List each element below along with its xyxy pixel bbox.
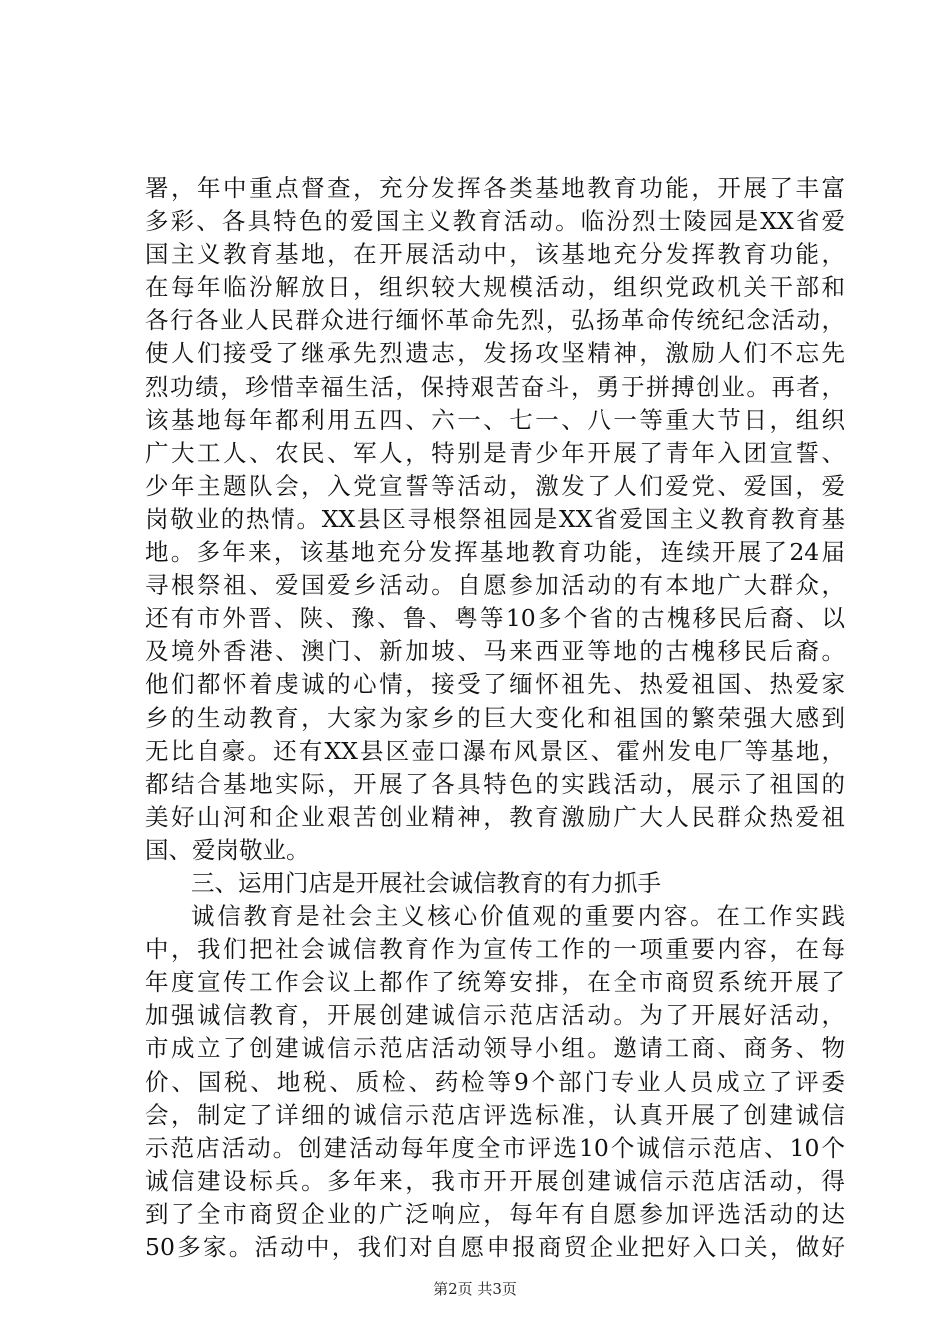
text-line: 烈功绩，珍惜幸福生活，保持艰苦奋斗，勇于拼搏创业。再者， <box>145 372 845 401</box>
text-line: 乡的生动教育，大家为家乡的巨大变化和祖国的繁荣强大感到 <box>145 703 845 732</box>
text-line: 该基地每年都利用五四、六一、七一、八一等重大节日，组织 <box>145 405 845 434</box>
text-line: 中，我们把社会诚信教育作为宣传工作的一项重要内容，在每 <box>145 935 845 964</box>
text-line: 年度宣传工作会议上都作了统筹安排，在全市商贸系统开展了 <box>145 968 845 997</box>
text-line: 无比自豪。还有XX县区壶口瀑布风景区、霍州发电厂等基地， <box>145 736 845 765</box>
text-line: 美好山河和企业艰苦创业精神，教育激励广大人民群众热爱祖 <box>145 802 845 831</box>
text-line: 各行各业人民群众进行缅怀革命先烈，弘扬革命传统纪念活动， <box>145 306 845 335</box>
page-footer <box>0 1279 950 1299</box>
text-line: 国、爱岗敬业。 <box>145 835 310 864</box>
text-line: 他们都怀着虔诚的心情，接受了缅怀祖先、热爱祖国、热爱家 <box>145 670 845 699</box>
text-line: 使人们接受了继承先烈遗志，发扬攻坚精神，激励人们不忘先 <box>145 339 845 368</box>
text-line: 加强诚信教育，开展创建诚信示范店活动。为了开展好活动， <box>145 1001 845 1030</box>
text-line: 都结合基地实际，开展了各具特色的实践活动，展示了祖国的 <box>145 769 845 798</box>
text-line: 及境外香港、澳门、新加坡、马来西亚等地的古槐移民后裔。 <box>145 637 845 666</box>
page-number-label: 第2页 共3页 <box>433 1280 517 1298</box>
text-line: 诚信建设标兵。多年来，我市开开展创建诚信示范店活动，得 <box>145 1166 845 1195</box>
text-line: 岗敬业的热情。XX县区寻根祭祖园是XX省爱国主义教育教育基 <box>145 504 845 533</box>
text-line: 市成立了创建诚信示范店活动领导小组。邀请工商、商务、物 <box>145 1034 845 1063</box>
text-line: 到了全市商贸企业的广泛响应，每年有自愿参加评选活动的达 <box>145 1199 845 1228</box>
text-line: 寻根祭祖、爱国爱乡活动。自愿参加活动的有本地广大群众， <box>145 571 845 600</box>
text-line: 地。多年来，该基地充分发挥基地教育功能，连续开展了24届 <box>145 538 845 567</box>
document-body <box>145 172 845 1264</box>
text-line: 50多家。活动中，我们对自愿申报商贸企业把好入口关，做好 <box>145 1233 845 1261</box>
text-line: 示范店活动。创建活动每年度全市评选10个诚信示范店、10个 <box>145 1133 845 1162</box>
text-line: 诚信教育是社会主义核心价值观的重要内容。在工作实践 <box>191 902 845 931</box>
text-line: 还有市外晋、陕、豫、鲁、粤等10多个省的古槐移民后裔、以 <box>145 604 845 633</box>
text-line: 会，制定了详细的诚信示范店评选标准，认真开展了创建诚信 <box>145 1100 845 1129</box>
section-heading: 三、运用门店是开展社会诚信教育的有力抓手 <box>191 868 661 897</box>
text-line: 广大工人、农民、军人，特别是青少年开展了青年入团宣誓、 <box>145 438 845 467</box>
text-line: 在每年临汾解放日，组织较大规模活动，组织党政机关干部和 <box>145 273 845 302</box>
text-line: 国主义教育基地，在开展活动中，该基地充分发挥教育功能， <box>145 240 845 269</box>
text-line: 多彩、各具特色的爱国主义教育活动。临汾烈士陵园是XX省爱 <box>145 207 845 236</box>
text-line: 署，年中重点督查，充分发挥各类基地教育功能，开展了丰富 <box>145 174 845 202</box>
text-line: 价、国税、地税、质检、药检等9个部门专业人员成立了评委 <box>145 1067 845 1096</box>
text-line: 少年主题队会，入党宣誓等活动，激发了人们爱党、爱国，爱 <box>145 471 845 500</box>
